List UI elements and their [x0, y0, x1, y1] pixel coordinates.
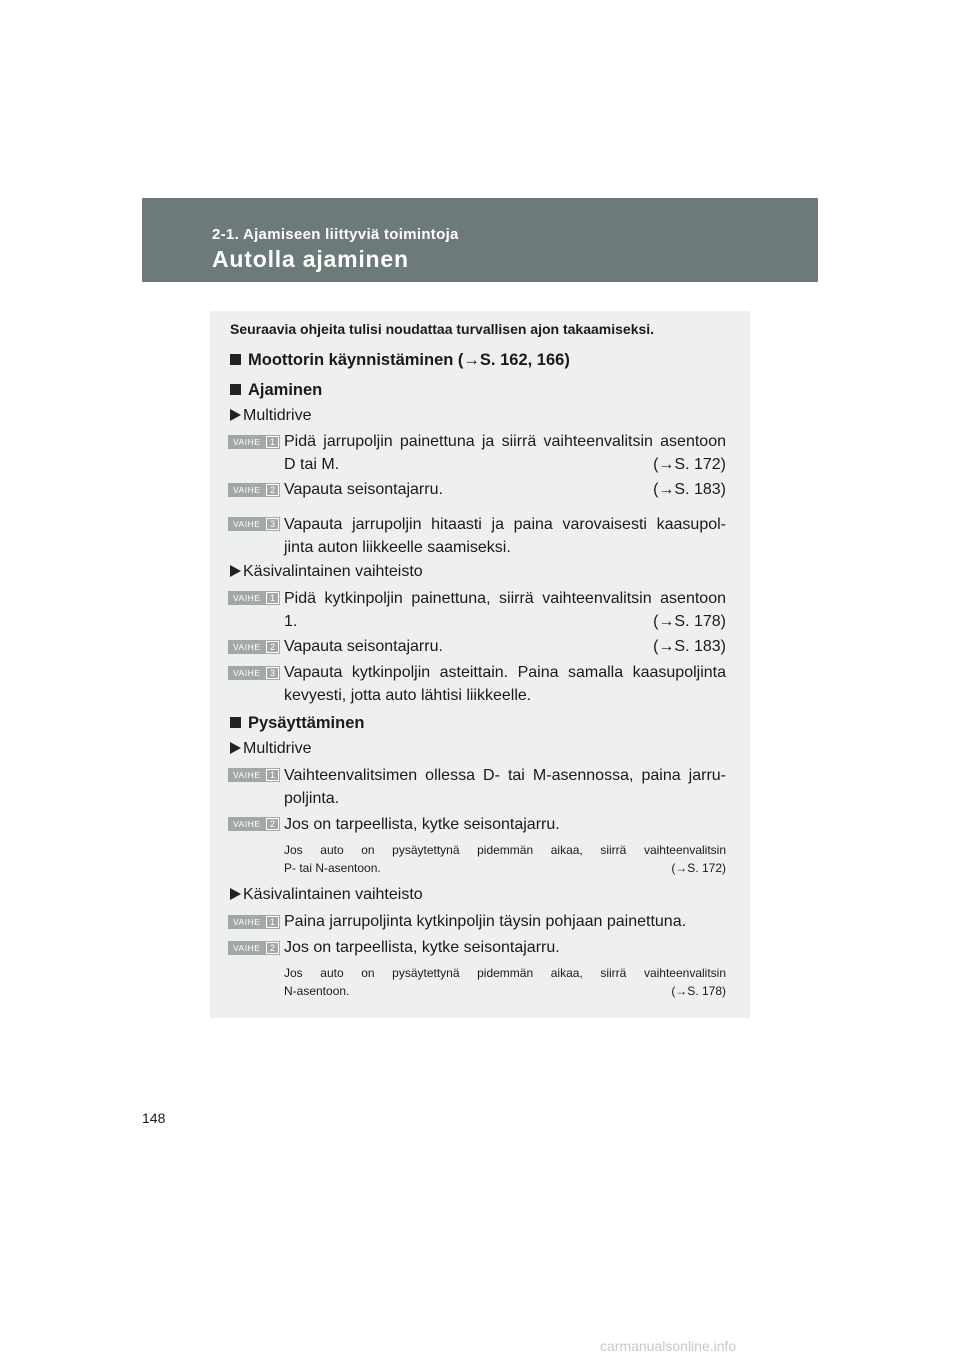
subheading-manual: Käsivalintainen vaihteisto [230, 886, 423, 904]
content-panel [210, 311, 750, 1018]
step-text: Vaihteenvalitsimen ollessa D- tai M-asennossa, paina jarru- poljinta. [284, 767, 726, 807]
square-bullet-icon [230, 717, 241, 728]
step-badge-2: VAIHE 2 [228, 941, 280, 955]
section-name: 2-1. Ajamiseen liittyviä toimintoja [212, 226, 459, 243]
step-badge-1: VAIHE 1 [228, 768, 280, 782]
page-reference: (→S. 172) [671, 861, 726, 875]
page-reference: (→S. 178) [671, 984, 726, 998]
step-text: Vapauta jarrupoljin hitaasti ja paina varovaisesti kaasupol- jinta auton liikkeelle saamiseksi. [284, 516, 726, 556]
note-text: Jos auto on pysäytettynä pidemmän aikaa, siirrä vaihteenvalitsin N-asentoon. (→S. 178) [284, 966, 726, 998]
step-badge-1: VAIHE 1 [228, 591, 280, 605]
page-reference: (→S. 183) [653, 481, 726, 498]
step-text: Vapauta seisontajarru. (→S. 183) [284, 635, 726, 658]
footer-watermark: carmanualsonline.info [600, 1338, 737, 1354]
step-text: Jos on tarpeellista, kytke seisontajarru. [284, 816, 560, 833]
triangle-bullet-icon [230, 409, 241, 421]
heading-engine-start: Moottorin käynnistäminen (→S. 162, 166) [230, 351, 570, 370]
page-reference: (→S. 183) [653, 638, 726, 655]
step-badge-2: VAIHE 2 [228, 817, 280, 831]
step-text: Pidä kytkinpoljin painettuna, siirrä vaihteenvalitsin asentoon 1. (→S. 178) [284, 587, 726, 633]
step-badge-3: VAIHE 3 [228, 666, 280, 680]
step-badge-2: VAIHE 2 [228, 483, 280, 497]
page-reference: (→S. 172) [653, 456, 726, 473]
subheading-manual: Käsivalintainen vaihteisto [230, 563, 423, 581]
triangle-bullet-icon [230, 888, 241, 900]
square-bullet-icon [230, 384, 241, 395]
intro-text: Seuraavia ohjeita tulisi noudattaa turvallisen ajon takaamiseksi. [230, 321, 655, 337]
subheading-multidrive: Multidrive [230, 407, 311, 425]
section-header [142, 198, 818, 282]
step-badge-1: VAIHE 1 [228, 435, 280, 449]
step-badge-3: VAIHE 3 [228, 517, 280, 531]
heading-stopping: Pysäyttäminen [230, 714, 364, 733]
page-number: 148 [142, 1110, 166, 1126]
step-text: Jos on tarpeellista, kytke seisontajarru. [284, 939, 560, 956]
triangle-bullet-icon [230, 565, 241, 577]
subheading-multidrive: Multidrive [230, 740, 311, 758]
step-text: Vapauta kytkinpoljin asteittain. Paina samalla kaasupoljinta kevyesti, jotta auto lähtisi liikkeelle. [284, 664, 726, 704]
step-text: Pidä jarrupoljin painettuna ja siirrä vaihteenvalitsin asentoon D tai M. (→S. 172) [284, 430, 726, 476]
square-bullet-icon [230, 354, 241, 365]
heading-driving: Ajaminen [230, 381, 322, 400]
step-text: Paina jarrupoljinta kytkinpoljin täysin pohjaan painettuna. [284, 913, 687, 930]
step-badge-1: VAIHE 1 [228, 915, 280, 929]
triangle-bullet-icon [230, 742, 241, 754]
note-text: Jos auto on pysäytettynä pidemmän aikaa, siirrä vaihteenvalitsin P- tai N-asentoon. (→S. 172) [284, 843, 726, 875]
page-reference: (→S. 178) [653, 613, 726, 630]
step-text: Vapauta seisontajarru. (→S. 183) [284, 478, 726, 501]
step-badge-2: VAIHE 2 [228, 640, 280, 654]
page-title: Autolla ajaminen [212, 246, 409, 272]
